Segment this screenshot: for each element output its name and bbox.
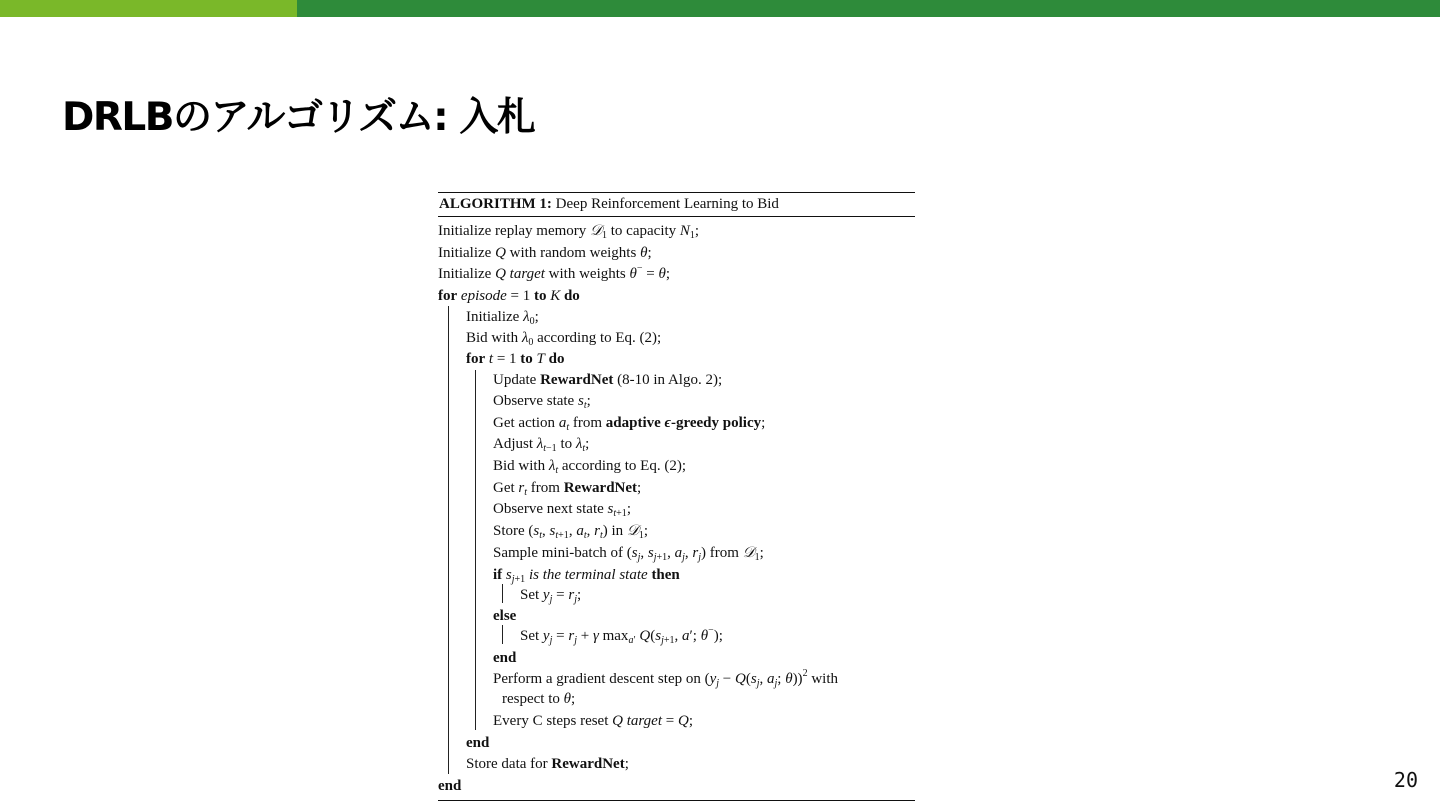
for-episode-block-bar	[448, 306, 449, 774]
algorithm-header-rule	[438, 216, 915, 217]
algo-line-adjust-lambda: Adjust $\lambda_{t-1}$ to $\lambda_t$;	[493, 436, 590, 454]
algo-line-for-t: for t = 1 to T do	[466, 351, 565, 367]
algo-line-bid-lambda0: Bid with $\lambda_0$ according to Eq. (2);	[466, 330, 662, 348]
algo-line-end-for-t: end	[466, 735, 490, 751]
if-block-bar	[502, 584, 503, 603]
algo-line-init-lambda: Initialize $\lambda_0$;	[466, 309, 539, 327]
algo-line-gradient-step-cont: respect to θ;	[502, 691, 576, 707]
slide-title: DRLBのアルゴリズム: 入札	[62, 95, 535, 140]
algo-line-get-reward: Get $r_t$ from RewardNet;	[493, 480, 642, 498]
algo-line-if-terminal: if $s_{j+1}$ is the terminal state then	[493, 567, 680, 585]
top-accent-bar-light	[0, 0, 297, 17]
for-t-block-bar	[475, 370, 476, 730]
algo-line-bid-lambda-t: Bid with $\lambda_t$ according to Eq. (2);	[493, 458, 686, 476]
page-number: 20	[1393, 768, 1418, 792]
top-accent-bar-dark	[297, 0, 1440, 17]
algo-line-end-for-episode: end	[438, 778, 462, 794]
algo-line-sample-batch: Sample mini-batch of ($s_j$, $s_{j+1}$, $a_j$, $r_j$) from 𝒟$_1$;	[493, 545, 764, 563]
algo-line-observe-state: Observe state $s_t$;	[493, 393, 591, 411]
algo-line-set-y-bellman: Set $y_j = r_j + \gamma$ $\max_{a'} Q(s_{j+1}$, a′; θ−);	[520, 625, 723, 646]
algorithm-top-rule	[438, 192, 915, 193]
algorithm-header-label: ALGORITHM 1:	[439, 196, 552, 212]
algo-line-store: Store ($s_t$, $s_{t+1}$, $a_t$, $r_t$) in 𝒟$_1$;	[493, 523, 649, 541]
algo-line-init-memory: Initialize replay memory 𝒟$_1$ to capacity $N_1$;	[438, 223, 700, 241]
algorithm-header-title: Deep Reinforcement Learning to Bid	[555, 196, 779, 212]
algo-line-reset-target: Every C steps reset Q target = Q;	[493, 713, 693, 729]
algo-line-else: else	[493, 608, 517, 624]
algo-line-store-data: Store data for RewardNet;	[466, 756, 629, 772]
top-accent-bar	[0, 0, 1440, 17]
algo-line-for-episode: for episode = 1 to K do	[438, 288, 580, 304]
else-block-bar	[502, 625, 503, 644]
algorithm-box	[438, 192, 915, 802]
algo-line-observe-next: Observe next state $s_{t+1}$;	[493, 501, 631, 519]
algo-line-update-rewardnet: Update RewardNet (8-10 in Algo. 2);	[493, 372, 723, 388]
algorithm-header	[439, 195, 779, 213]
algo-line-end-if: end	[493, 650, 517, 666]
algorithm-bottom-rule	[438, 800, 915, 801]
algo-line-init-q-target: Initialize Q target with weights θ− = θ;	[438, 263, 671, 282]
algo-line-set-y-terminal: Set $y_j = r_j$;	[520, 587, 582, 605]
algo-line-get-action: Get action $a_t$ from adaptive ϵ-greedy policy;	[493, 415, 766, 433]
algo-line-gradient-step: Perform a gradient descent step on ($y_j - Q(s_j$, $a_j$; θ))$^2$ with	[493, 668, 838, 689]
algo-line-init-q: Initialize Q with random weights θ;	[438, 245, 652, 261]
